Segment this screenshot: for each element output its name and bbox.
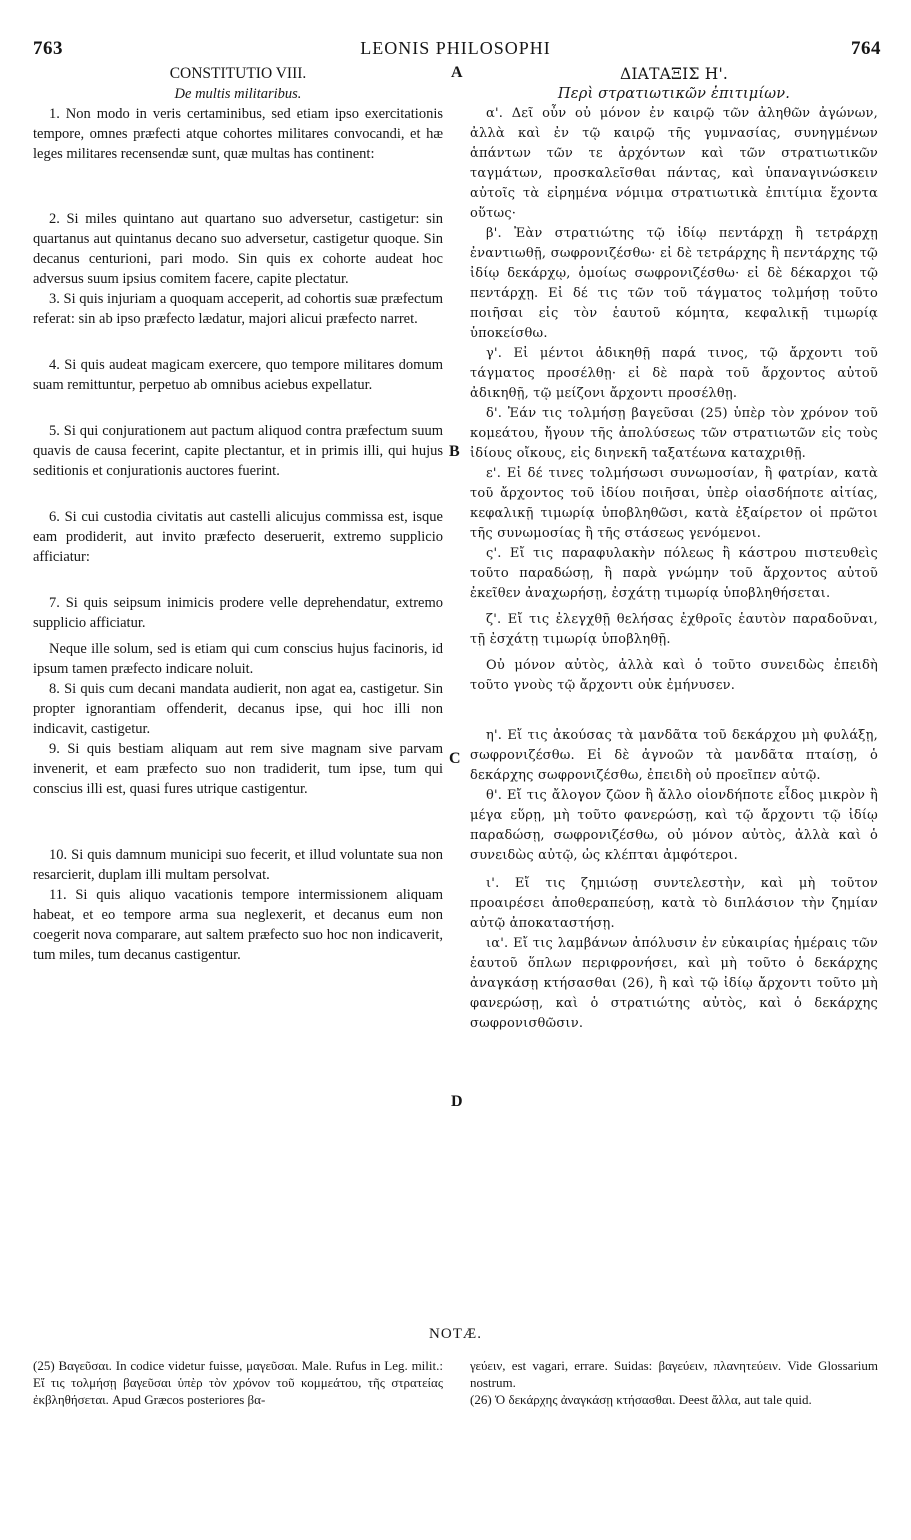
greek-column bbox=[470, 64, 878, 1034]
margin-marker-b: B bbox=[449, 443, 460, 460]
latin-para-2: 2. Si miles quintano aut quartano suo adversetur, castigetur: sin quartanus aut quintanus decano suo adversetur, castigetur quoque. Sin decanus centurioni, pari modo. Sin quis ex cohorte audeat hoc adversus suum ipsius comitem facere, capite plectatur. bbox=[33, 211, 443, 287]
note-25-continued: γεύειν, est vagari, errare. Suidas: βαγεύειν, πλανητεύειν. Vide Glossarium nostrum. bbox=[470, 1358, 878, 1390]
margin-marker-a: A bbox=[451, 64, 463, 81]
margin-marker-c: C bbox=[449, 750, 461, 767]
latin-para-10: 10. Si quis damnum municipi suo fecerit, et illud voluntate sua non resarcierit, duplam illi multam persolvat. bbox=[33, 847, 443, 883]
greek-para-9: θ'. Εἴ τις ἄλογον ζῶον ἢ ἄλλο οἱονδήποτε εἶδος μικρὸν ἢ μέγα εὕρῃ, μὴ τοῦτο φανερώσῃ, καὶ τῷ ἄρχοντι τῷ ἰδίῳ παραδώσῃ, σωφρονιζέσθω, οὐ μόνον αὐτὸς, ἀλλὰ καὶ ὁ συνειδὼς αὐτῷ, ὡς κλέπται ἀμφότεροι. bbox=[470, 788, 878, 863]
greek-title: ΔΙΑΤΑΞΙΣ Η'. bbox=[619, 65, 729, 83]
greek-para-8: η'. Εἴ τις ἀκούσας τὰ μανδᾶτα τοῦ δεκάρχου μὴ φυλάξῃ, σωφρονιζέσθω. Εἰ δὲ ἀγνοῶν τὰ μανδᾶτα πταίσῃ, ὁ δεκάρχης σωφρονιζέσθω, ἐπειδὴ οὐ προεῖπεν αὐτῷ. bbox=[470, 728, 878, 783]
greek-para-1: α'. Δεῖ οὖν οὐ μόνον ἐν καιρῷ τῶν ἀληθῶν ἀγώνων, ἀλλὰ καὶ ἐν τῷ καιρῷ τῆς γυμνασίας, συνηγμένων ἁπάντων τῶν τε ἀρχόντων καὶ τῶν στρατιωτικῶν ταγμάτων, προσκαλεῖσθαι πάντας, καὶ ὑπαναγινώσκειν αὐτοῖς τὰ εἰρημένα νόμιμα στρατιωτικὰ ἐπιτίμια ἔχοντα οὕτως· bbox=[470, 106, 878, 221]
greek-para-2: β'. Ἐὰν στρατιώτης τῷ ἰδίῳ πεντάρχῃ ἢ τετράρχῃ ἐναντιωθῇ, σωφρονιζέσθω· εἰ δὲ τετράρχης ἢ πεντάρχης τῷ ἰδίῳ δεκάρχῳ, ὁμοίως σωφρονιζέσθω· εἰ δὲ δέκαρχοι τῷ πεντάρχῃ. Εἰ δέ τις τῶν τοῦ τάγματος τολμήσῃ τοῦτο ποιῆσαι εἰς τὸν ἑαυτοῦ κόμητα, κεφαλικῇ τιμωρίᾳ ὑποκείσθω. bbox=[470, 226, 878, 341]
greek-para-3: γ'. Εἰ μέντοι ἀδικηθῇ παρά τινος, τῷ ἄρχοντι τοῦ τάγματος προσέλθῃ· εἰ δὲ παρὰ τοῦ ἄρχοντος αὐτοῦ ἀδικηθῇ, τῷ μείζονι ἄρχοντι προσέλθῃ. bbox=[470, 346, 878, 401]
notes-right-column bbox=[470, 1357, 878, 1408]
latin-para-1: 1. Non modo in veris certaminibus, sed etiam ipso exercitationis tempore, omnes præfecti atque cohortes militares convocandi, et hæ leges militares recensendæ sunt, quæ multas has continent: bbox=[33, 106, 443, 162]
latin-para-8: 8. Si quis cum decani mandata audierit, non agat ea, castigetur. Sin propter ignorantiam offenderit, decanus ipse, qui hoc illi non indicavit, castigetur. bbox=[33, 681, 443, 737]
latin-para-7b: Neque ille solum, sed is etiam qui cum conscius hujus facinoris, id ipsum tamen præfecto indicare noluit. bbox=[33, 641, 443, 677]
note-26: (26) Ὁ δεκάρχης ἀναγκάσῃ κτήσασθαι. Deest ἄλλα, aut tale quid. bbox=[470, 1392, 812, 1407]
latin-title: CONSTITUTIO VIII. bbox=[169, 65, 307, 82]
latin-para-11: 11. Si quis aliquo vacationis tempore intermissionem aliquam habeat, et eo tempore arma sua neglexerit, et decanus eum non coegerit nova comparare, aut saltem præfecto suo hoc non indicaverit, tum miles, tum decanus castigentur. bbox=[33, 887, 443, 963]
greek-para-5: ε'. Εἰ δέ τινες τολμήσωσι συνωμοσίαν, ἢ φατρίαν, κατὰ τοῦ ἄρχοντος τοῦ ἰδίου ποιῆσαι, ὑπὲρ οἱασδήποτε αἰτίας, κεφαλικῇ τιμωρίᾳ ὑποβληθῶσι, κατὰ ἐξαίρετον οἱ πρῶτοι τῆς συνωμοσίας ἢ τῆς στάσεως γενόμενοι. bbox=[470, 466, 878, 541]
latin-para-5: 5. Si qui conjurationem aut pactum aliquod contra præfectum suum quavis de causa fecerint, capite plectantur, et in primis illi, qui hujus seditionis et conjurationis auctores fuerint. bbox=[33, 423, 443, 479]
greek-para-7: ζ'. Εἴ τις ἐλεγχθῇ θελήσας ἐχθροῖς ἑαυτὸν παραδοῦναι, τῇ ἐσχάτῃ τιμωρίᾳ ὑποβληθῇ. bbox=[470, 612, 878, 647]
notes-heading: NOTÆ. bbox=[429, 1326, 482, 1342]
greek-para-7b: Οὐ μόνον αὐτὸς, ἀλλὰ καὶ ὁ τοῦτο συνειδὼς ἐπειδὴ τοῦτο γνοὺς τῷ ἄρχοντι οὐκ ἐμήνυσεν. bbox=[470, 658, 878, 693]
greek-para-4: δ'. Ἐάν τις τολμήσῃ βαγεῦσαι (25) ὑπὲρ τὸν χρόνον τοῦ κομεάτου, ἤγουν τῆς ἀπολύσεως τῶν στρατιωτῶν εἰς τοὺς ἰδίους οἴκους, εἰς διηνεκῆ ταξατέωνα καταχριθῇ. bbox=[470, 406, 878, 461]
latin-subtitle: De multis militaribus. bbox=[174, 86, 302, 102]
latin-para-7: 7. Si quis seipsum inimicis prodere velle deprehendatur, extremo supplicio afficiatur. bbox=[33, 595, 443, 631]
greek-para-10: ι'. Εἴ τις ζημιώσῃ συντελεστὴν, καὶ μὴ τοῦτον προαιρέσει ἀποθεραπεύσῃ, κατὰ τὸ διπλάσιον τὴν ζημίαν αὐτῷ ἀποκαταστήσῃ. bbox=[470, 876, 878, 931]
latin-para-4: 4. Si quis audeat magicam exercere, quo tempore militares domum suam remittuntur, perpetuo ab omnibus aciebus expellatur. bbox=[33, 357, 443, 393]
note-25: (25) Βαγεῦσαι. In codice videtur fuisse, μαγεῦσαι. Male. Rufus in Leg. milit.: Εἴ τις τολμήσῃ βαγεῦσαι ὑπὲρ τὸν χρόνον τοῦ κομμεάτου, τῆς στρατείας ἐκβληθήσεται. Apud Græcos posteriores βα- bbox=[33, 1358, 443, 1407]
running-title: LEONIS PHILOSOPHI bbox=[360, 38, 551, 58]
notes-left-column bbox=[33, 1357, 443, 1408]
latin-column bbox=[33, 64, 443, 965]
latin-para-6: 6. Si cui custodia civitatis aut castelli alicujus commissa est, isque eam prodiderit, aut invito præfecto deseruerit, extremo supplicio afficiatur: bbox=[33, 509, 443, 565]
page-number-right: 764 bbox=[851, 38, 881, 59]
greek-para-6: ς'. Εἴ τις παραφυλακὴν πόλεως ἢ κάστρου πιστευθεὶς τοῦτο παραδώσῃ, ἢ παρὰ γνώμην τοῦ ἄρχοντος αὐτοῦ ἐκεῖθεν ἀναχωρήσῃ, ἐσχάτῃ τιμωρίᾳ ὑποβληθήσεται. bbox=[470, 546, 878, 601]
latin-para-3: 3. Si quis injuriam a quoquam acceperit, ad cohortis suæ præfectum referat: sin ab ipso præfecto lædatur, majori alicui præfecto narret. bbox=[33, 291, 443, 327]
margin-marker-d: D bbox=[451, 1093, 463, 1110]
greek-para-11: ια'. Εἴ τις λαμβάνων ἀπόλυσιν ἐν εὐκαιρίας ἡμέραις τῶν ἑαυτοῦ ὅπλων περιφρονήσει, καὶ μὴ τοῦτο ὁ δεκάρχης ἀναγκάσῃ κτήσασθαι (26), ἢ καὶ τῷ ἰδίῳ ἄρχοντι τοῦτο μὴ φανερώσῃ, καὶ ὁ στρατιώτης αὐτὸς, καὶ ὁ δεκάρχης σωφρονισθῶσιν. bbox=[470, 936, 878, 1031]
greek-subtitle: Περὶ στρατιωτικῶν ἐπιτιμίων. bbox=[557, 86, 791, 102]
latin-para-9: 9. Si quis bestiam aliquam aut rem sive magnam sive parvam invenerit, et eam præfecto suo non tradiderit, tum ipse, tum qui conscius illi est, quasi fures utrique castigentur. bbox=[33, 741, 443, 797]
page-number-left: 763 bbox=[33, 38, 63, 59]
